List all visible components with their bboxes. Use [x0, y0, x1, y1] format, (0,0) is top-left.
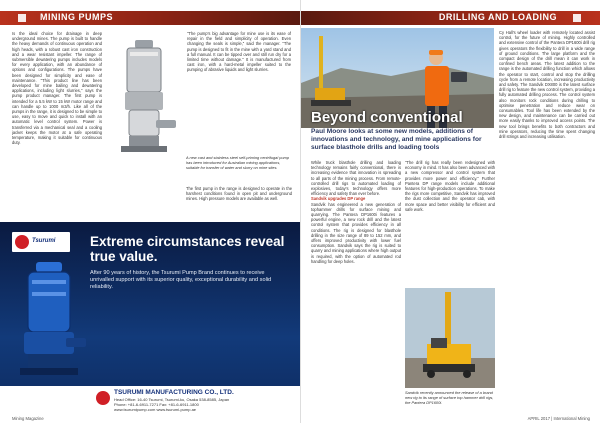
ad-headline: Extreme circumstances reveal true value. — [90, 234, 285, 264]
header-square-icon — [573, 14, 581, 22]
section-header-right — [301, 11, 600, 25]
right-column-1-text-b: Sandvik has engineered a new generation of tophammer drills for surface mining and quarrying. The Pantera DP1600i features a powerful engine, a new rock drill and the latest control system that provides efficiency in all conditions. The rig is designed for blasthole drilling in the size range of 89 to 152 mm, and offers improved productivity with lower fuel consumption. Sandvik says the rig is suited to quarry and mining applications where high output is required, with the option of automated rod handling for deep holes. — [311, 201, 401, 264]
photo-caption: A new cast and stainless steel self-priming centrifugal pump has been introduced for Australian mining applications, suitable for transfer of water and slurry on mine sites. — [186, 155, 290, 170]
rig-caption: Sandvik recently announced the release of a brand new rig to its range of surface top hammer drill rigs, the Pantera DP1600i. — [405, 390, 494, 405]
article-column-3: The first pump in the range is designed to operate in the harshest conditions found in open pit and underground mines. High pressure models are available as well. — [186, 186, 292, 202]
logo-globe-icon — [15, 235, 29, 249]
right-column-top: Cy Hall's wheel loader with remotely located assist control, for the future of mining. Highly controlled and extensive control of the Pantera DP1600i drill rig gives operators the flexibility to drill in a wide range of ground conditions. The large platform and the compact design of the drill mean it can work in confined bench areas. The latest addition to the range is the automated drilling function which allows the operator to start, control and stop the drilling cycle from a remote location, increasing productivity and safety. The Sandvik DX800 is the latest surface drill rig to feature the new control system, providing a fully automated drilling process. The control system also monitors rock conditions during drilling to optimise penetration and reduce wear on consumables. Tool life has been extended by the new design, and maintenance can be carried out more easily thanks to improved access points. The new tool brings benefits to both contractors and mine operators, reducing the time spent changing drill strings and increasing utilisation. — [499, 30, 595, 140]
drill-rig-photo — [405, 288, 495, 388]
right-column-1 — [311, 160, 401, 405]
company-web[interactable]: www.tsurumipump.com www.tsurumi-pump.ae — [114, 407, 197, 412]
logo-brand: Tsurumi — [32, 238, 56, 244]
right-column-1-text: While truck blasthole drilling and loading technology remains fairly conventional, there is increasing evidence that innovation is spreading to all parts of the mining process. From remote-controlled drill rigs to automated loading of explosives, today's technology offers more efficiency and safety than ever before. — [311, 160, 401, 197]
article-column-1: Is the ideal choice for drainage in deep underground mines. The pump is built to handle the heavy demands of continuous operation and high heads, with a robust cast iron construction and a wear resistant impeller. The range of submersible dewatering pumps includes models for every application, with an abundance of options and configurations. The pumps have been designed for simplicity and ease of maintenance. "This product line has been developed for mine bailing and dewatering applications, including light slurries," says the pump product manager. The first pump is intended for a 5.5 kW to 15 kW motor range and can handle up to 1000 m3/h. Like all of the pumps in the range, it is designed to be simple to use, easy to move and quick to install with an automatic level control system. Power is transferred via a mechanical seal and a cooling jacket keeps the motor at a safe operating temperature, making it suitable for continuous duty. — [12, 31, 102, 146]
article-column-2: "The pump's big advantage for mine use is its ease of repair in the field and simplicity of operation. Even changing the seals is simple," said the manager. "The pump is designed to fit in the mine with a yard stand and a full manual. It can be tipped over and still run dry for a limited time without damage." It is manufactured from cast iron, with a hard-metal impeller suited to the pumping of abrasive liquids and light slurries. — [187, 31, 291, 73]
hero-photo — [301, 28, 494, 128]
section-label: MINING PUMPS — [40, 12, 114, 22]
page-footer-right: APRIL 2017 | International Mining — [527, 416, 590, 421]
right-page — [300, 0, 600, 423]
company-address: Head Office: 16-40 Tsurumi, Tsurumi-ku, Osaka 538-8585, Japan — [114, 397, 230, 402]
article-deck: Paul Moore looks at some new models, additions of innovations and technology, and mine applications for surface blasthole drills and loading tools — [311, 128, 482, 152]
company-phone: Phone: +81-6-6911-7271 Fax: +81-6-6911-1800 — [114, 402, 199, 407]
company-name: TSURUMI MANUFACTURING CO., LTD. — [114, 389, 234, 396]
subhead-sandvik: Sandvik upgrades DP range — [311, 196, 366, 202]
header-square-icon — [18, 14, 26, 22]
right-column-2: "The drill rig has really been redesigned with economy in mind. It has also been advanced with a new compressor and control system that provides more power and efficiency." Further Pantera DP range models include additional features for high-production operations. To make the rigs more competitive, Sandvik has improved the dust collection and the operator cab, with more space and better visibility for efficient and safe work. — [405, 160, 495, 212]
section-label: DRILLING AND LOADING — [438, 12, 557, 22]
section-header-left — [0, 11, 300, 25]
tsurumi-advertisement[interactable] — [0, 222, 300, 415]
pump-photo — [111, 34, 181, 164]
page-footer-left: Mining Magazine — [12, 416, 44, 421]
ad-pump-image — [10, 262, 88, 377]
ad-body-text: After 90 years of history, the Tsurumi Pump Brand continues to receive unrivalled support with its superior quality, exceptional durability and solid reliability. — [90, 270, 272, 290]
company-globe-icon — [96, 391, 110, 405]
ad-logo — [12, 232, 70, 252]
ad-footer — [0, 386, 300, 415]
article-title: Beyond conventional — [311, 109, 463, 126]
